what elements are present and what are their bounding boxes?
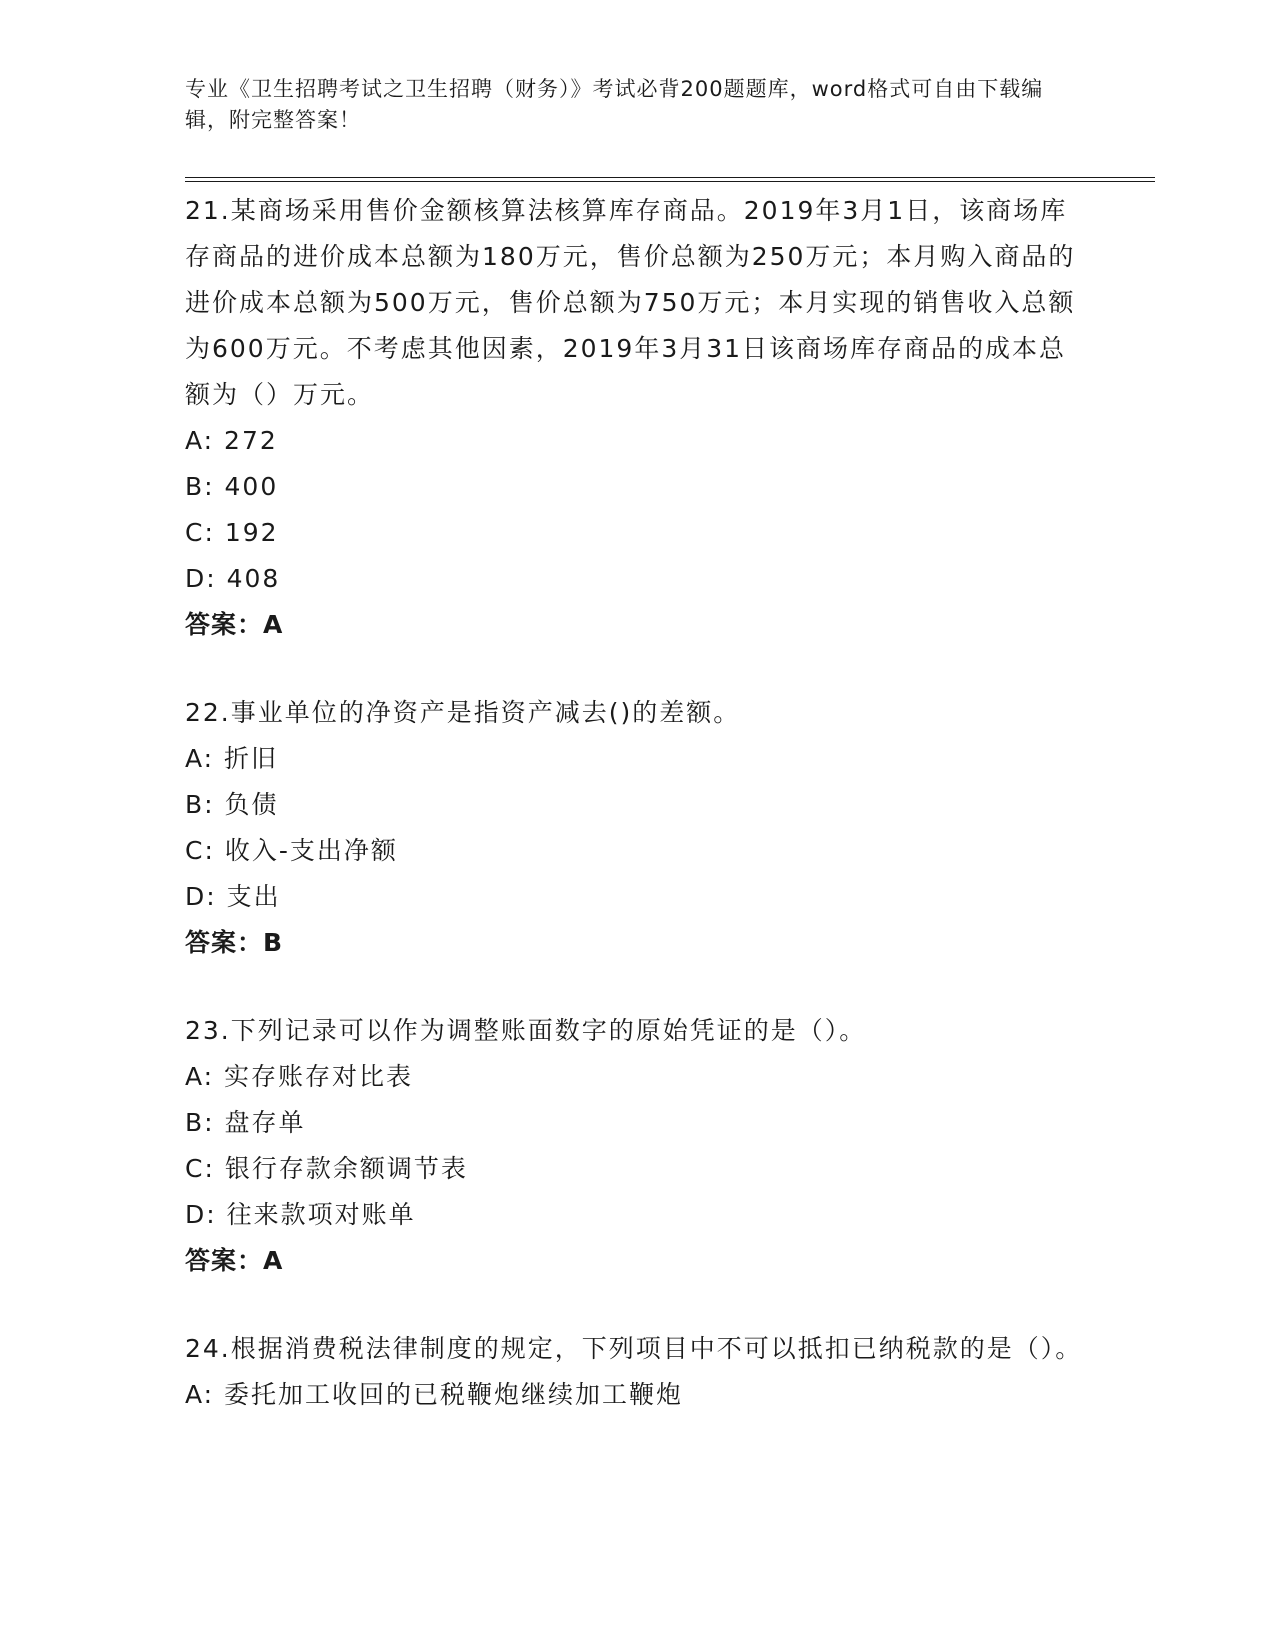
option-a: A: 折旧 <box>185 744 279 773</box>
question-23 <box>185 1008 1085 1284</box>
question-stem: 21.某商场采用售价金额核算法核算库存商品。2019年3月1日，该商场库存商品的进价成本总额为180万元，售价总额为250万元；本月购入商品的进价成本总额为500万元，售价总额为750万元；本月实现的销售收入总额为600万元。不考虑其他因素，2019年3月31日该商场库存商品的成本总额为（）万元。 <box>185 196 1076 409</box>
option-a: A: 272 <box>185 426 278 455</box>
question-stem: 24.根据消费税法律制度的规定，下列项目中不可以抵扣已纳税款的是（）。 <box>185 1334 1083 1363</box>
option-b: B: 盘存单 <box>185 1108 306 1137</box>
answer-line: 答案：B <box>185 928 284 957</box>
option-c: C: 银行存款余额调节表 <box>185 1154 468 1183</box>
question-stem: 22.事业单位的净资产是指资产减去()的差额。 <box>185 698 741 727</box>
option-c: C: 收入-支出净额 <box>185 836 398 865</box>
question-list <box>185 188 1085 1460</box>
option-b: B: 400 <box>185 472 279 501</box>
question-22 <box>185 690 1085 966</box>
answer-line: 答案：A <box>185 1246 284 1275</box>
question-24 <box>185 1326 1085 1418</box>
question-21 <box>185 188 1085 648</box>
question-stem: 23.下列记录可以作为调整账面数字的原始凭证的是（）。 <box>185 1016 867 1045</box>
answer-line: 答案：A <box>185 610 284 639</box>
header-rule-top <box>185 177 1155 178</box>
option-d: D: 往来款项对账单 <box>185 1200 416 1229</box>
option-d: D: 408 <box>185 564 281 593</box>
option-c: C: 192 <box>185 518 279 547</box>
option-d: D: 支出 <box>185 882 281 911</box>
header-rule-bottom <box>185 181 1155 182</box>
document-header: 专业《卫生招聘考试之卫生招聘（财务）》考试必背200题题库，word格式可自由下载编辑，附完整答案！ <box>185 77 1044 132</box>
option-a: A: 委托加工收回的已税鞭炮继续加工鞭炮 <box>185 1380 684 1409</box>
option-b: B: 负债 <box>185 790 279 819</box>
option-a: A: 实存账存对比表 <box>185 1062 414 1091</box>
